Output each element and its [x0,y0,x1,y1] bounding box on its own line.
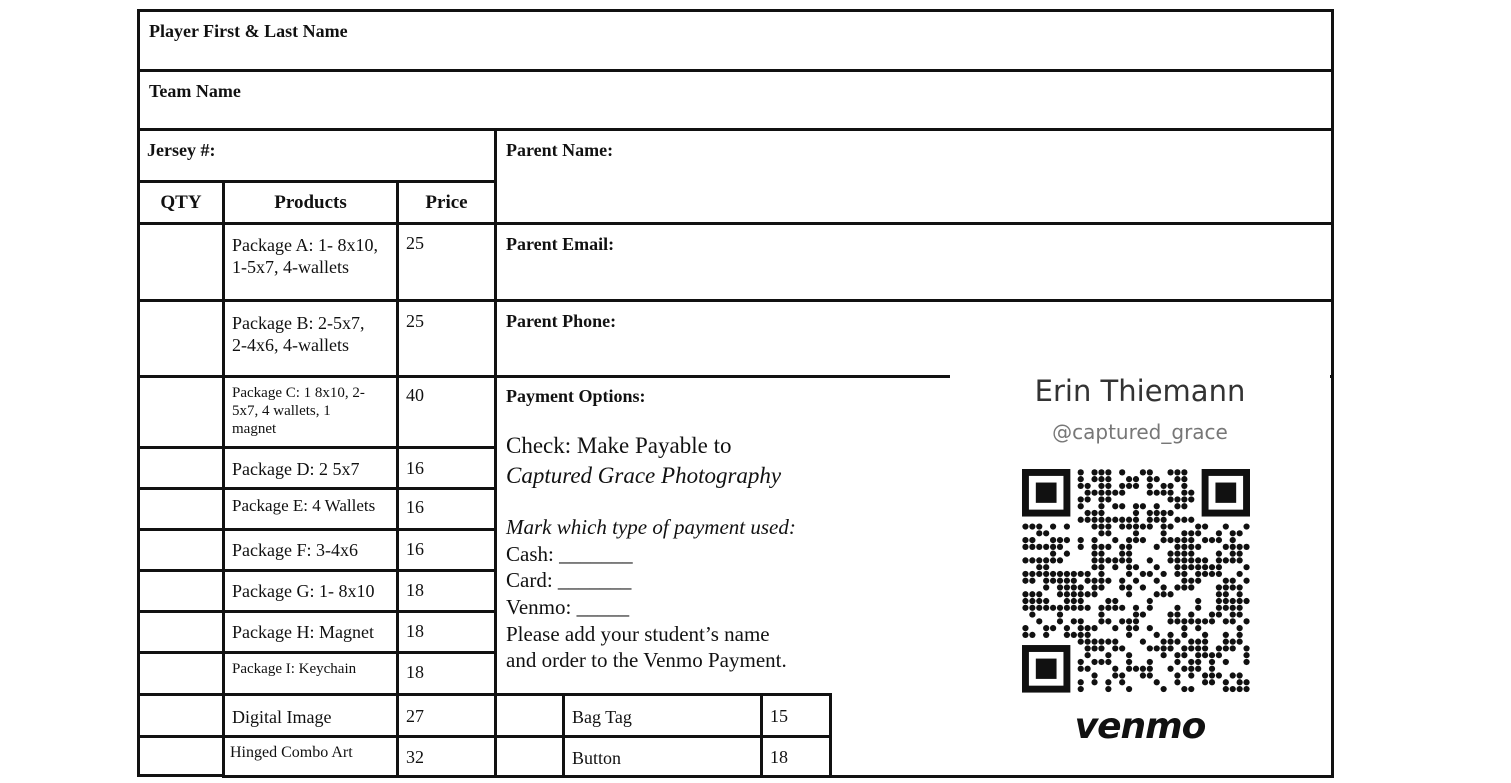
price-value: 18 [770,747,788,767]
player-name-label: Player First & Last Name [149,21,348,41]
qr-code-icon[interactable] [1022,469,1250,693]
qty-cell[interactable] [137,735,225,777]
product-label: Package F: 3-4x6 [232,540,358,560]
qty-header: QTY [137,180,225,225]
venmo-handle: @captured_grace [1052,420,1228,444]
parent-phone-field[interactable] [494,299,1334,378]
qty-cell[interactable] [137,528,225,572]
venmo-logo: venmo [1074,706,1206,747]
product-label: Package I: Keychain [232,661,357,677]
price-value: 27 [406,706,424,726]
qty-cell[interactable] [137,446,225,490]
check-payee: Captured Grace Photography [506,463,782,488]
parent-name-label: Parent Name: [506,140,614,160]
product-label: Package H: Magnet [232,622,374,642]
venmo-note-line-1: Please add your student’s name [506,622,770,646]
jersey-label: Jersey #: [147,140,216,160]
venmo-account-name: Erin Thiemann [1034,374,1246,408]
parent-phone-label: Parent Phone: [506,311,617,331]
price-value: 16 [406,539,424,559]
price-value: 40 [406,385,424,405]
price-value: 18 [406,621,424,641]
qty-cell[interactable] [137,693,225,738]
products-header: Products [222,180,399,225]
card-line[interactable]: Card: _______ [506,568,632,592]
team-name-label: Team Name [149,81,241,101]
price-value: 15 [770,706,788,726]
qty-cell[interactable] [137,569,225,613]
product-label: Package G: 1- 8x10 [232,581,375,601]
price-value: 16 [406,497,424,517]
price-value: 25 [406,311,424,331]
venmo-line[interactable]: Venmo: _____ [506,595,630,619]
qty-cell[interactable] [494,693,565,738]
qty-cell[interactable] [137,222,225,302]
cash-line[interactable]: Cash: _______ [506,542,633,566]
price-value: 25 [406,233,424,253]
product-label: Package D: 2 5x7 [232,459,360,479]
qty-cell[interactable] [137,375,225,449]
qty-cell[interactable] [137,487,225,531]
parent-email-field[interactable] [494,222,1334,302]
product-label: Bag Tag [572,707,632,727]
qty-cell[interactable] [137,651,225,696]
parent-email-label: Parent Email: [506,234,615,254]
qty-cell[interactable] [137,299,225,378]
product-label: Package B: 2-5x7, 2-4x6, 4-wallets [232,313,365,355]
product-label: Button [572,748,622,768]
venmo-qr-panel [950,372,1330,775]
product-label: Package A: 1- 8x10, 1-5x7, 4-wallets [232,235,378,277]
check-instruction: Check: Make Payable to [506,433,732,458]
qty-cell[interactable] [137,610,225,654]
product-label: Digital Image [232,707,332,727]
venmo-note-line-2: and order to the Venmo Payment. [506,648,787,672]
price-header: Price [396,180,497,225]
team-name-field[interactable] [137,69,1334,131]
price-value: 32 [406,747,424,767]
price-value: 18 [406,580,424,600]
mark-payment-instruction: Mark which type of payment used: [506,515,796,539]
payment-options-title: Payment Options: [506,386,646,406]
parent-name-field[interactable] [494,128,1334,225]
product-label: Hinged Combo Art [230,744,353,761]
price-value: 18 [406,662,424,682]
product-label: Package C: 1 8x10, 2-5x7, 4 wallets, 1 magnet [232,385,365,437]
qty-cell[interactable] [494,735,565,778]
price-value: 16 [406,458,424,478]
product-label: Package E: 4 Wallets [232,496,376,515]
